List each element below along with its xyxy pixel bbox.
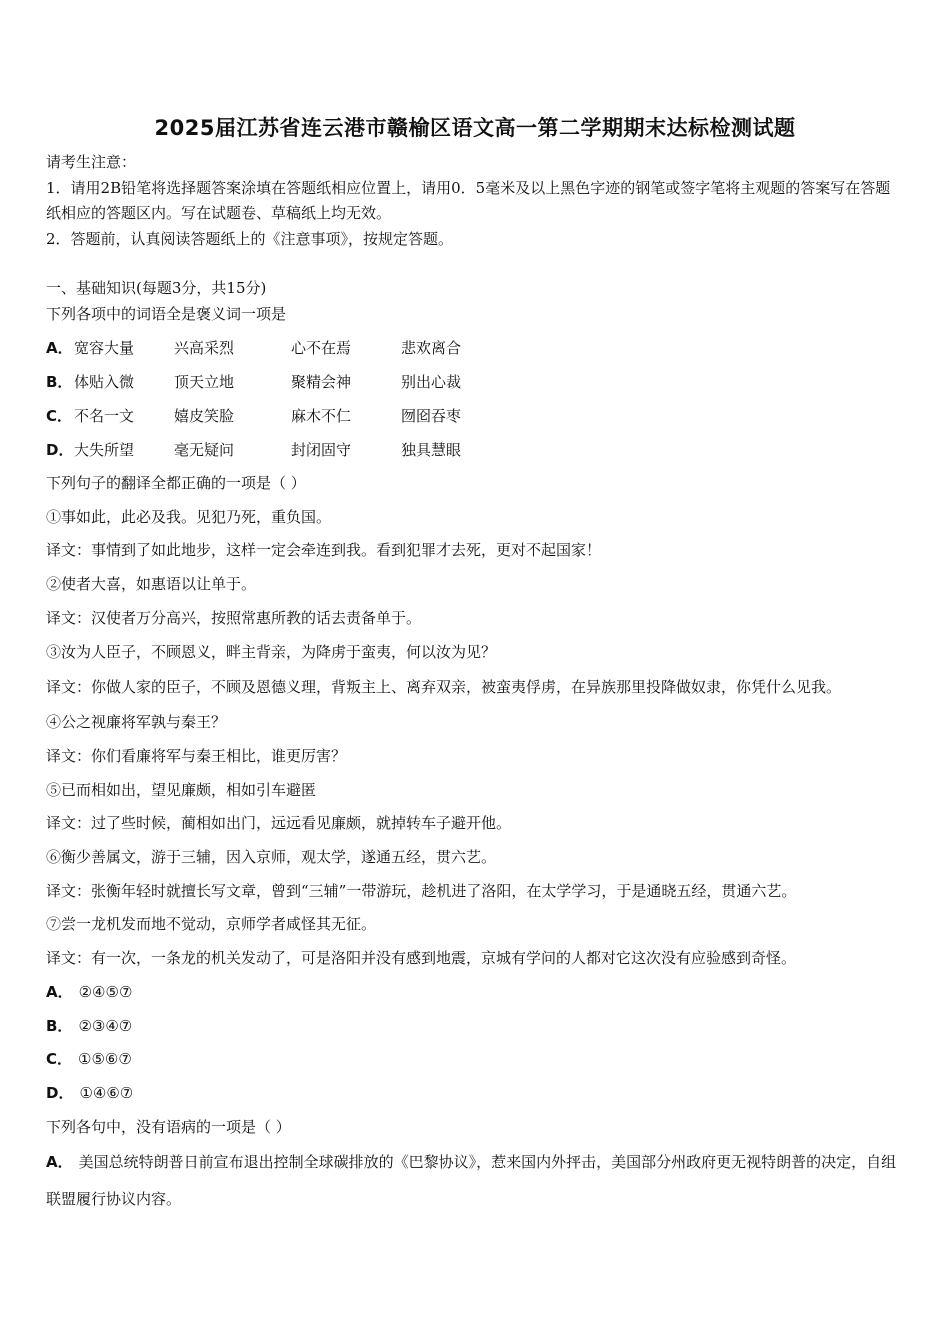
notice-item-2: 2．答题前，认真阅读答题纸上的《注意事项》，按规定答题。 xyxy=(46,229,454,248)
notice-heading: 请考生注意： xyxy=(46,153,137,171)
q2-option-c xyxy=(46,1043,910,1077)
q2-translation-4: 译文：你们看廉将军与秦王相比，谁更厉害？ xyxy=(46,746,347,765)
notice-block xyxy=(46,150,904,252)
option-letter: C． xyxy=(46,1050,73,1069)
q2-sentence-5: ⑤已而相如出，望见廉颇，相如引车避匿 xyxy=(46,780,317,799)
q2-translation-5: 译文：过了些时候，蔺相如出门，远远看见廉颇，就掉转车子避开他。 xyxy=(46,814,512,833)
option-word: 宽容大量 xyxy=(74,339,135,357)
option-word: 囫囵吞枣 xyxy=(401,407,462,425)
option-text: ②③④⑦ xyxy=(78,1016,133,1035)
option-letter: A． xyxy=(46,339,73,357)
option-letter: C． xyxy=(46,407,73,425)
q2-translation-1: 译文：事情到了如此地步，这样一定会牵连到我。看到犯罪才去死，更对不起国家！ xyxy=(46,541,602,560)
q2-sentence-6: ⑥衡少善属文，游于三辅，因入京师，观太学，遂通五经，贯六艺。 xyxy=(46,848,497,867)
q2-option-a xyxy=(46,976,910,1010)
q1-option-c xyxy=(46,399,910,433)
q2-sentence-2: ②使者大喜，如惠语以让单于。 xyxy=(46,575,257,594)
option-word: 嬉皮笑脸 xyxy=(174,407,235,425)
option-letter: D． xyxy=(46,1083,74,1102)
q2-translation-6: 译文：张衡年轻时就擅长写文章，曾到“三辅”一带游玩，趁机进了洛阳，在太学学习，于是通晓五经，贯通六艺。 xyxy=(46,881,797,900)
q2-sentence-7: ⑦尝一龙机发而地不觉动，京师学者咸怪其无征。 xyxy=(46,915,377,934)
q2-translation-2: 译文：汉使者万分高兴，按照常惠所教的话去责备单于。 xyxy=(46,608,422,627)
q2-translation-3: 译文：你做人家的臣子，不顾及恩德义理，背叛主上、离弃双亲，被蛮夷俘虏，在异族那里投降做奴隶，你凭什么见我。 xyxy=(46,678,842,697)
q1-option-a xyxy=(46,331,910,365)
option-letter: D． xyxy=(46,441,74,459)
q2-sentence-1: ①事如此，此必及我。见犯乃死，重负国。 xyxy=(46,507,332,526)
option-word: 悲欢离合 xyxy=(401,339,462,357)
q1-stem: 下列各项中的词语全是褒义词一项是 xyxy=(46,305,287,323)
option-word: 体贴入微 xyxy=(74,373,135,391)
option-letter: B． xyxy=(46,1016,73,1035)
option-word: 独具慧眼 xyxy=(401,441,462,459)
q2-stem: 下列句子的翻译全都正确的一项是（ ） xyxy=(46,474,306,492)
option-word: 顶天立地 xyxy=(174,373,235,391)
option-word: 聚精会神 xyxy=(291,373,352,391)
q2-option-b xyxy=(46,1010,910,1044)
option-word: 不名一文 xyxy=(74,407,135,425)
option-letter: B． xyxy=(46,373,73,391)
option-text: ①⑤⑥⑦ xyxy=(78,1050,132,1069)
option-word: 兴高采烈 xyxy=(174,339,235,357)
q2-translation-7: 译文：有一次，一条龙的机关发动了，可是洛阳并没有感到地震，京城有学问的人都对它这次没有应验感到奇怪。 xyxy=(46,949,797,968)
option-letter: A． xyxy=(46,1153,73,1172)
option-letter: A． xyxy=(46,982,73,1001)
exam-title: 2025届江苏省连云港市赣榆区语文高一第二学期期末达标检测试题 xyxy=(154,116,796,140)
option-word: 毫无疑问 xyxy=(174,441,235,459)
notice-item-1: 1．请用2B铅笔将选择题答案涂填在答题纸相应位置上，请用0．5毫米及以上黑色字迹的钢笔或签字笔将主观题的答案写在答题纸相应的答题区内。写在试题卷、草稿纸上均无效。 xyxy=(46,178,891,222)
option-text: 美国总统特朗普日前宣布退出控制全球碳排放的《巴黎协议》，惹来国内外抨击，美国部分州政府更无视特朗普的决定，自组联盟履行协议内容。 xyxy=(46,1153,897,1209)
questions xyxy=(46,275,910,1218)
option-word: 封闭固守 xyxy=(291,441,352,459)
section-heading: 一、基础知识(每题3分，共15分) xyxy=(46,279,267,297)
q2-sentence-3: ③汝为人臣子，不顾恩义，畔主背亲，为降虏于蛮夷，何以汝为见？ xyxy=(46,642,497,661)
option-text: ①④⑥⑦ xyxy=(79,1083,134,1102)
q2-sentence-4: ④公之视廉将军孰与秦王？ xyxy=(46,713,227,732)
q1-option-d xyxy=(46,433,910,467)
option-word: 大失所望 xyxy=(74,441,135,459)
option-word: 麻木不仁 xyxy=(291,407,352,425)
q3-stem: 下列各句中，没有语病的一项是（ ） xyxy=(46,1117,291,1136)
q1-option-b xyxy=(46,365,910,399)
option-word: 别出心裁 xyxy=(401,373,462,391)
option-word: 心不在焉 xyxy=(291,339,352,357)
q2-option-d xyxy=(46,1077,910,1111)
q3-option-a xyxy=(46,1144,910,1218)
option-text: ②④⑤⑦ xyxy=(78,982,133,1001)
